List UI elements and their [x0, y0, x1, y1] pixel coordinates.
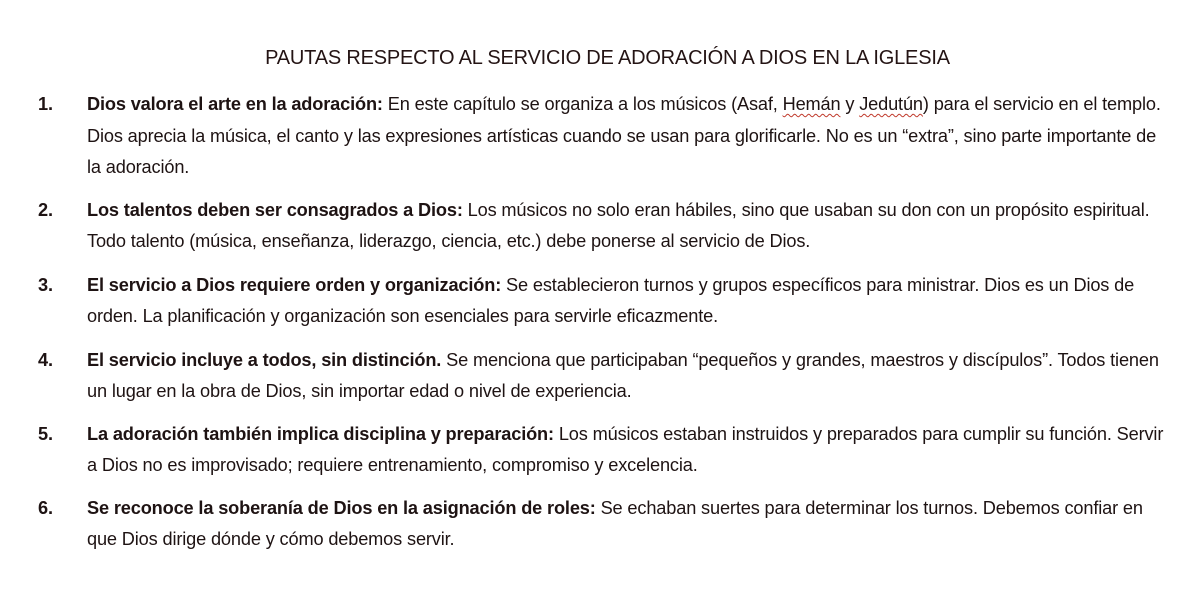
item-text: Se establecieron turnos y grupos específicos para ministrar. Dios es un Dios de orden. La planificación y organización son esenciales para servirle eficazmente. — [87, 274, 1135, 326]
item-heading: Dios valora el arte en la adoración: — [87, 94, 383, 114]
item-text: Se echaban suertes para determinar los turnos. Debemos confiar en que Dios dirige dónde y cómo debemos servir. — [87, 497, 1143, 549]
item-number: 6. — [38, 497, 53, 518]
item-text: En este capítulo se organiza a los músicos (Asaf, — [382, 94, 783, 114]
item-text: ) para el servicio en el templo. Dios aprecia la música, el canto y las expresiones artísticas cuando se usan para glorificarle. No es un “extra”, sino parte importante de la adoración. — [87, 94, 1161, 177]
item-heading: El servicio a Dios requiere orden y organización: — [87, 274, 502, 295]
list-item — [0, 419, 1200, 482]
item-text: Los músicos estaban instruidos y preparados para cumplir su función. Servir a Dios no es improvisado; requiere entrenamiento, compromiso y excelencia. — [87, 423, 1164, 475]
item-heading: Se reconoce la soberanía de Dios en la asignación de roles: — [87, 497, 596, 518]
item-number: 1. — [38, 94, 53, 114]
list-item — [0, 345, 1200, 408]
item-number: 3. — [38, 274, 53, 295]
spellcheck-word: Hemán — [782, 94, 841, 114]
item-text: y — [840, 94, 860, 114]
item-heading: La adoración también implica disciplina y preparación: — [87, 423, 554, 444]
item-number: 5. — [38, 423, 53, 444]
list-item — [0, 89, 1200, 184]
item-text: Los músicos no solo eran hábiles, sino que usaban su don con un propósito espiritual. Todo talento (música, enseñanza, liderazgo, ciencia, etc.) debe ponerse al servicio de Dios. — [87, 199, 1150, 251]
list-item — [0, 195, 1200, 258]
list-item — [0, 270, 1200, 333]
item-text: Se menciona que participaban “pequeños y grandes, maestros y discípulos”. Todos tienen un lugar en la obra de Dios, sin importar edad o nivel de experiencia. — [87, 349, 1159, 401]
item-heading: Los talentos deben ser consagrados a Dios: — [87, 199, 463, 220]
guidelines-list — [0, 89, 1200, 567]
document-title: PAUTAS RESPECTO AL SERVICIO DE ADORACIÓN A DIOS EN LA IGLESIA — [265, 47, 950, 69]
item-number: 4. — [38, 349, 53, 370]
spellcheck-word: Jedutún — [859, 94, 923, 114]
list-item — [0, 493, 1200, 556]
item-heading: El servicio incluye a todos, sin distinción. — [87, 349, 442, 370]
item-number: 2. — [38, 199, 53, 220]
